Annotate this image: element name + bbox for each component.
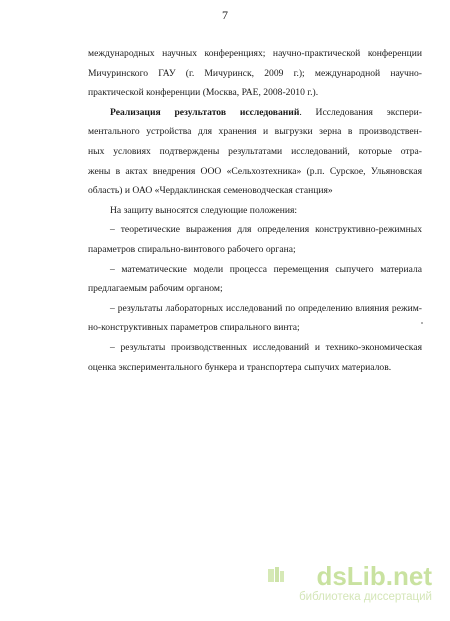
scan-speck	[421, 322, 423, 324]
text-line	[88, 64, 422, 84]
text-line	[88, 44, 422, 64]
text-line	[88, 240, 422, 260]
text-line	[88, 122, 422, 142]
line-text: ментального устройства для хранения и выгрузки зерна в производствен-	[88, 126, 422, 138]
line-text: Мичуринского ГАУ (г. Мичуринск, 2009 г.); международной научно-	[88, 67, 422, 79]
text-line	[88, 279, 422, 299]
line-text: – результаты лабораторных исследований по определению влияния режим-	[110, 302, 422, 314]
line-text: параметров спирально-винтового рабочего органа;	[88, 243, 296, 255]
line-text: оценка экспериментального бункера и транспортера сыпучих материалов.	[88, 361, 392, 373]
line-text: область) и ОАО «Чердаклинская семеноводческая станция»	[88, 185, 333, 197]
text-line	[88, 318, 422, 338]
line-text: На защиту выносятся следующие положения:	[110, 204, 298, 216]
line-text: – результаты производственных исследований и технико-экономическая	[110, 341, 422, 353]
body-text	[88, 44, 422, 377]
text-line	[88, 260, 422, 280]
text-line	[88, 338, 422, 358]
watermark-subtitle: библиотека диссертаций	[299, 591, 432, 603]
section-heading: Реализация результатов исследований	[110, 106, 300, 118]
line-text: жены в актах внедрения ООО «Сельхозтехника» (р.п. Сурское, Ульяновская	[88, 165, 422, 177]
text-line	[88, 201, 422, 221]
text-line	[88, 142, 422, 162]
text-line	[88, 83, 422, 103]
line-text: но-конструктивных параметров спирального винта;	[88, 322, 300, 334]
text-line	[88, 162, 422, 182]
text-line	[88, 299, 422, 319]
text-line	[88, 220, 422, 240]
line-text: ных условиях подтверждены результатами исследований, которые отра-	[88, 145, 422, 157]
line-text: . Исследования экспери-	[299, 106, 422, 118]
library-logo-icon	[266, 565, 286, 585]
line-text: международных научных конференциях; научно-практической конференции	[88, 48, 422, 59]
text-line	[88, 181, 422, 201]
watermark-logo: dsLib.net	[316, 561, 432, 591]
watermark	[266, 561, 436, 609]
text-line	[88, 103, 422, 123]
line-text: предлагаемым рабочим органом;	[88, 283, 223, 295]
line-text: практической конференции (Москва, РАЕ, 2008-2010 г.).	[88, 87, 319, 99]
line-text: – математические модели процесса перемещения сыпучего материала	[110, 263, 422, 275]
text-line	[88, 358, 422, 378]
line-text: – теоретические выражения для определения конструктивно-режимных	[110, 224, 422, 236]
page-number: 7	[222, 8, 228, 22]
